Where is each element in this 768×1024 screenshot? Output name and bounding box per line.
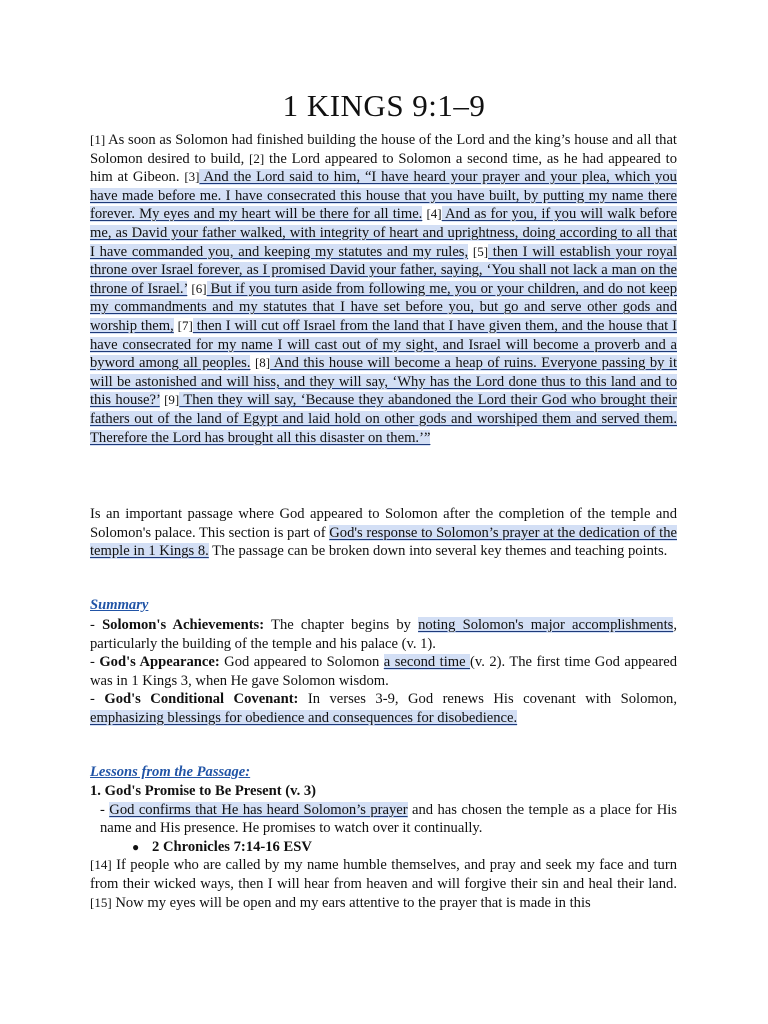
- verse-number: [5]: [472, 243, 489, 259]
- page-title: 1 KINGS 9:1–9: [282, 88, 486, 123]
- verse-text: the Lord appeared to Solomon a second time, as he had appeared to him at Gibeon.: [90, 150, 677, 186]
- highlighted-verse-text: And the Lord said to him, “I have heard your prayer and your plea, which you have made before me. I have consecrated this house that you have built, by putting my name there forever. My eyes and my heart will be there for all time.: [90, 169, 677, 223]
- verse-text: As soon as Solomon had finished building the house of the Lord and the king’s house and all that Solomon desired to build,: [90, 132, 677, 167]
- lesson-highlight: God confirms that He has heard Solomon’s prayer: [109, 801, 408, 818]
- summary-item-text: , particularly the building of the temple and his palace (v. 1).: [90, 617, 677, 652]
- intro-highlight: God's response to Solomon’s prayer at the dedication of the temple in 1 Kings 8.: [90, 524, 677, 560]
- summary-item-label: Solomon's Achievements:: [102, 617, 265, 633]
- verse-number: [9]: [164, 392, 180, 408]
- summary-item-highlight: emphasizing blessings for obedience and consequences for disobedience.: [90, 709, 518, 726]
- verse-text: Now my eyes will be open and my ears attentive to the prayer that is made in this: [111, 894, 591, 911]
- intro-text: The passage can be broken down into several key themes and teaching points.: [208, 543, 668, 560]
- verse-number: [6]: [191, 280, 207, 296]
- verse-number: [7]: [177, 317, 193, 333]
- summary-item-text: The chapter begins by: [264, 617, 419, 633]
- summary-item: [90, 653, 677, 690]
- dash: -: [100, 801, 105, 818]
- summary-item-highlight: a second time: [383, 654, 471, 671]
- summary-item-text: In verses 3-9, God renews His covenant with Solomon,: [298, 691, 677, 708]
- verse-number: [15]: [90, 894, 112, 910]
- highlighted-verse-text: But if you turn aside from following me, you or your children, and do not keep my commandments and my statutes that I have set before you, but go and serve other gods and worship them,: [90, 280, 677, 334]
- summary-item-label: God's Conditional Covenant:: [104, 691, 299, 708]
- reference-passage: [90, 856, 677, 912]
- dash: -: [90, 617, 95, 633]
- lesson-title: 1. God's Promise to Be Present (v. 3): [90, 783, 317, 799]
- verse-number: [2]: [249, 150, 265, 166]
- summary-item: [90, 690, 677, 727]
- reference-bullet: [90, 838, 677, 857]
- highlighted-verse-text: then I will establish your royal throne over Israel forever, as I promised David your father, saying, ‘You shall not lack a man on the throne of Israel.’: [90, 243, 677, 297]
- verse-number: [14]: [90, 857, 112, 873]
- bullet-icon: ●: [132, 839, 140, 854]
- highlighted-verse-text: And as for you, if you will walk before me, as David your father walked, with integrity of heart and uprightness, doing according to all that I have commanded you, and keeping my statutes and my rules,: [90, 206, 677, 260]
- summary-item-text: (v. 2). The first time God appeared was in 1 Kings 3, when He gave Solomon wisdom.: [90, 654, 678, 689]
- lesson-body: and has chosen the temple as a place for His name and His presence. He promises to watch over it continually.: [100, 801, 677, 837]
- summary-item: [90, 616, 677, 653]
- scripture-passage: [90, 131, 677, 447]
- intro-paragraph: [90, 505, 677, 561]
- reference-title: 2 Chronicles 7:14-16 ESV: [152, 838, 312, 855]
- dash: -: [90, 654, 95, 671]
- verse-text: If people who are called by my name humble themselves, and pray and seek my face and turn from their wicked ways, then I will hear from heaven and will forgive their sin and heal their land.: [90, 857, 677, 892]
- lesson-text: [90, 801, 677, 838]
- lessons-heading: Lessons from the Passage:: [90, 764, 251, 780]
- highlighted-verse-text: Then they will say, ‘Because they abandoned the Lord their God who brought their fathers out of the land of Egypt and laid hold on other gods and worshiped them and served them. Therefore the Lord has brought all this disaster on them.’”: [90, 392, 677, 446]
- highlighted-verse-text: then I will cut off Israel from the land that I have given them, and the house that I have consecrated for my name I will cast out of my sight, and Israel will become a proverb and a byword among all peoples.: [90, 317, 677, 372]
- highlighted-verse-text: And this house will become a heap of ruins. Everyone passing by it will be astonished and will hiss, and they will say, ‘Why has the Lord done thus to this land and to this house?’: [90, 355, 677, 409]
- lessons-list: [90, 782, 677, 912]
- verse-number: [1]: [90, 132, 106, 147]
- summary-item-highlight: noting Solomon's major accomplishments: [418, 617, 674, 633]
- verse-number: [8]: [254, 355, 271, 371]
- summary-item-label: God's Appearance:: [99, 654, 220, 671]
- verse-number: [3]: [184, 169, 200, 185]
- verse-number: [4]: [426, 206, 442, 222]
- summary-list: [90, 616, 677, 728]
- summary-heading: Summary: [90, 597, 149, 613]
- intro-text: Is an important passage where God appeared to Solomon after the completion of the temple and Solomon's palace. This section is part of: [90, 506, 677, 541]
- summary-item-text: God appeared to Solomon: [219, 654, 384, 671]
- dash: -: [90, 691, 95, 708]
